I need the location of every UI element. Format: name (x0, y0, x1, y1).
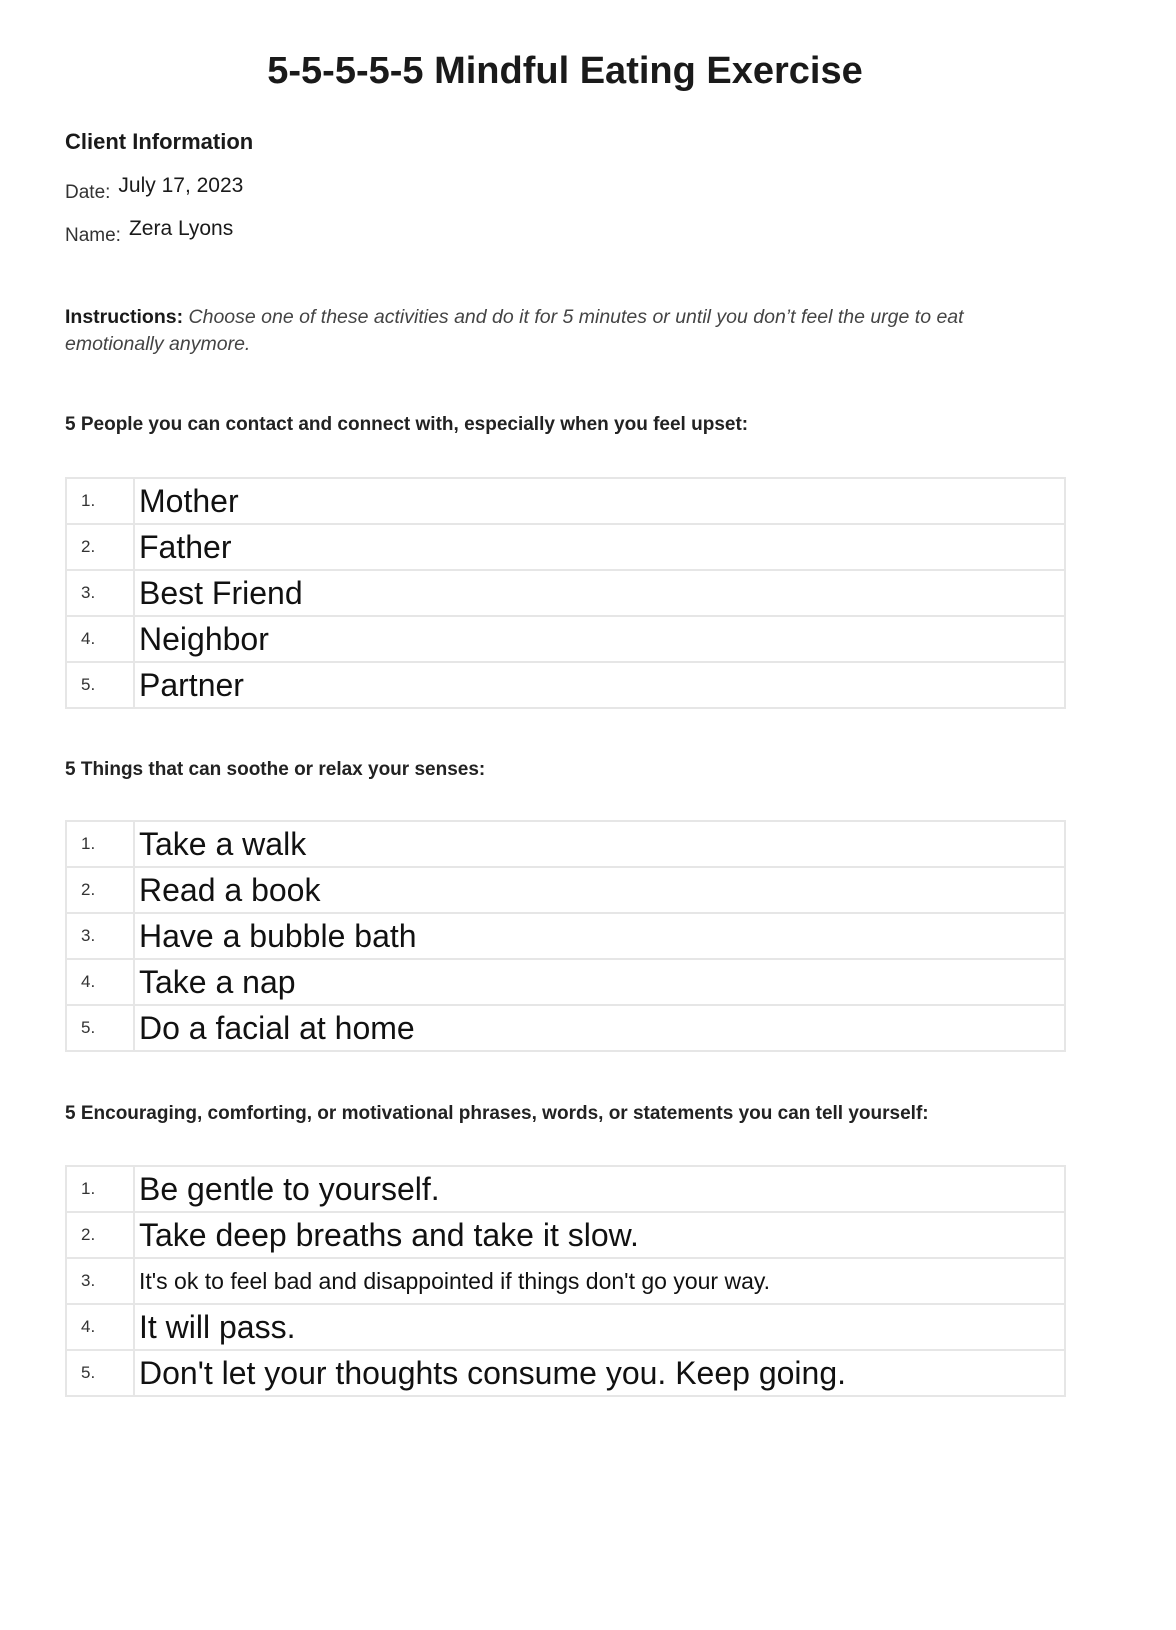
name-label: Name: (65, 225, 121, 246)
item-number: 2. (66, 867, 134, 913)
table-row (66, 913, 1065, 959)
date-label: Date: (65, 182, 111, 203)
table-row (66, 959, 1065, 1005)
item-number: 3. (66, 1258, 134, 1304)
item-text: Mother (134, 478, 1065, 524)
item-text: Take a walk (134, 821, 1065, 867)
table-row (66, 524, 1065, 570)
item-text: Do a facial at home (134, 1005, 1065, 1051)
table-row (66, 616, 1065, 662)
item-text: Be gentle to yourself. (134, 1166, 1065, 1212)
item-text: Don't let your thoughts consume you. Keep going. (134, 1350, 1065, 1396)
item-number: 1. (66, 478, 134, 524)
page-title: 5-5-5-5-5 Mindful Eating Exercise (267, 50, 863, 92)
item-text: It will pass. (134, 1304, 1065, 1350)
item-number: 5. (66, 1350, 134, 1396)
table-row (66, 1005, 1065, 1051)
table-row (66, 1212, 1065, 1258)
soothe-table (65, 820, 1066, 1052)
section-heading-people: 5 People you can contact and connect with, especially when you feel upset: (65, 414, 749, 435)
table-row (66, 1304, 1065, 1350)
table-row (66, 478, 1065, 524)
item-number: 4. (66, 959, 134, 1005)
people-table (65, 477, 1066, 709)
item-text: Take a nap (134, 959, 1065, 1005)
section-heading-phrases: 5 Encouraging, comforting, or motivational phrases, words, or statements you can tell yourself: (65, 1103, 929, 1124)
name-field (65, 217, 234, 247)
item-number: 1. (66, 821, 134, 867)
item-number: 3. (66, 913, 134, 959)
table-row (66, 1350, 1065, 1396)
phrases-table (65, 1165, 1066, 1397)
item-text: Have a bubble bath (134, 913, 1065, 959)
date-field (65, 174, 244, 204)
item-text: Partner (134, 662, 1065, 708)
item-number: 4. (66, 616, 134, 662)
table-row (66, 821, 1065, 867)
instructions-text: Choose one of these activities and do it for 5 minutes or until you don’t feel the urge to eat emotionally anymore. (65, 306, 964, 355)
instructions (65, 304, 1065, 358)
item-text: It's ok to feel bad and disappointed if things don't go your way. (134, 1258, 1065, 1304)
item-text: Take deep breaths and take it slow. (134, 1212, 1065, 1258)
client-information-heading: Client Information (65, 129, 254, 154)
item-number: 2. (66, 524, 134, 570)
section-heading-soothe: 5 Things that can soothe or relax your senses: (65, 759, 486, 780)
table-row (66, 1166, 1065, 1212)
item-text: Read a book (134, 867, 1065, 913)
item-number: 1. (66, 1166, 134, 1212)
table-row (66, 867, 1065, 913)
instructions-label: Instructions: (65, 306, 184, 328)
item-number: 5. (66, 662, 134, 708)
table-row (66, 570, 1065, 616)
item-number: 3. (66, 570, 134, 616)
item-text: Neighbor (134, 616, 1065, 662)
item-text: Best Friend (134, 570, 1065, 616)
item-number: 5. (66, 1005, 134, 1051)
item-text: Father (134, 524, 1065, 570)
table-row (66, 662, 1065, 708)
table-row (66, 1258, 1065, 1304)
name-value: Zera Lyons (128, 217, 234, 240)
date-value: July 17, 2023 (118, 174, 244, 197)
item-number: 2. (66, 1212, 134, 1258)
item-number: 4. (66, 1304, 134, 1350)
